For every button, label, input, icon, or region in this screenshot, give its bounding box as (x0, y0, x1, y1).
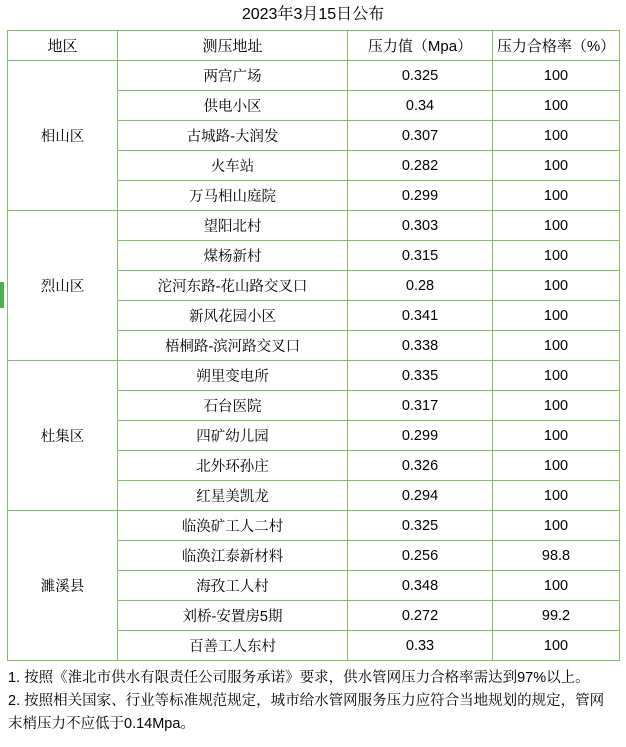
address-cell: 海孜工人村 (118, 571, 348, 601)
value-cell: 0.348 (348, 571, 493, 601)
address-cell: 红星美凯龙 (118, 481, 348, 511)
rate-cell: 100 (493, 301, 620, 331)
rate-cell: 100 (493, 481, 620, 511)
rate-cell: 100 (493, 631, 620, 661)
region-cell: 杜集区 (8, 361, 118, 511)
note-item: 1. 按照《淮北市供水有限责任公司服务承诺》要求，供水管网压力合格率需达到97%以上。 (8, 670, 590, 686)
value-cell: 0.303 (348, 211, 493, 241)
value-cell: 0.307 (348, 121, 493, 151)
rate-cell: 100 (493, 241, 620, 271)
address-cell: 石台医院 (118, 391, 348, 421)
address-cell: 沱河东路-花山路交叉口 (118, 271, 348, 301)
value-cell: 0.335 (348, 361, 493, 391)
value-cell: 0.326 (348, 451, 493, 481)
value-cell: 0.338 (348, 331, 493, 361)
value-cell: 0.34 (348, 91, 493, 121)
table-row (8, 361, 620, 391)
rate-cell: 100 (493, 571, 620, 601)
address-cell: 梧桐路-滨河路交叉口 (118, 331, 348, 361)
table-row (8, 211, 620, 241)
value-cell: 0.325 (348, 511, 493, 541)
rate-cell: 100 (493, 421, 620, 451)
column-header-region: 地区 (8, 31, 118, 61)
column-header-value: 压力值（Mpa） (348, 31, 493, 61)
rate-cell: 100 (493, 151, 620, 181)
rate-cell: 100 (493, 271, 620, 301)
address-cell: 北外环孙庄 (118, 451, 348, 481)
address-cell: 煤杨新村 (118, 241, 348, 271)
rate-cell: 100 (493, 121, 620, 151)
rate-cell: 100 (493, 511, 620, 541)
rate-cell: 100 (493, 361, 620, 391)
region-cell: 烈山区 (8, 211, 118, 361)
rate-cell: 100 (493, 451, 620, 481)
address-cell: 古城路-大润发 (118, 121, 348, 151)
value-cell: 0.256 (348, 541, 493, 571)
note-item: 2. 按照相关国家、行业等标准规范规定，城市给水管网服务压力应符合当地规划的规定，管网末梢压力不应低于0.14Mpa。 (8, 693, 605, 732)
rate-cell: 100 (493, 331, 620, 361)
address-cell: 四矿幼儿园 (118, 421, 348, 451)
table-row (8, 511, 620, 541)
value-cell: 0.325 (348, 61, 493, 91)
notes-section (8, 667, 618, 735)
address-cell: 临涣矿工人二村 (118, 511, 348, 541)
value-cell: 0.341 (348, 301, 493, 331)
value-cell: 0.315 (348, 241, 493, 271)
table-header-row (8, 31, 620, 61)
address-cell: 火车站 (118, 151, 348, 181)
address-cell: 新风花园小区 (118, 301, 348, 331)
value-cell: 0.294 (348, 481, 493, 511)
address-cell: 朔里变电所 (118, 361, 348, 391)
rate-cell: 100 (493, 391, 620, 421)
value-cell: 0.272 (348, 601, 493, 631)
rate-cell: 100 (493, 181, 620, 211)
value-cell: 0.317 (348, 391, 493, 421)
rate-cell: 99.2 (493, 601, 620, 631)
region-cell: 濉溪县 (8, 511, 118, 661)
rate-cell: 100 (493, 211, 620, 241)
region-cell: 相山区 (8, 61, 118, 211)
address-cell: 刘桥-安置房5期 (118, 601, 348, 631)
address-cell: 百善工人东村 (118, 631, 348, 661)
page-title: 2023年3月15日公布 (241, 6, 385, 23)
value-cell: 0.282 (348, 151, 493, 181)
address-cell: 临涣江泰新材料 (118, 541, 348, 571)
address-cell: 万马相山庭院 (118, 181, 348, 211)
value-cell: 0.299 (348, 421, 493, 451)
value-cell: 0.33 (348, 631, 493, 661)
rate-cell: 100 (493, 61, 620, 91)
table-row (8, 61, 620, 91)
address-cell: 两宫广场 (118, 61, 348, 91)
value-cell: 0.28 (348, 271, 493, 301)
column-header-address: 测压地址 (118, 31, 348, 61)
rate-cell: 98.8 (493, 541, 620, 571)
margin-marker (0, 282, 4, 308)
value-cell: 0.299 (348, 181, 493, 211)
pressure-table (7, 30, 620, 661)
address-cell: 望阳北村 (118, 211, 348, 241)
column-header-rate: 压力合格率（%） (493, 31, 620, 61)
address-cell: 供电小区 (118, 91, 348, 121)
rate-cell: 100 (493, 91, 620, 121)
